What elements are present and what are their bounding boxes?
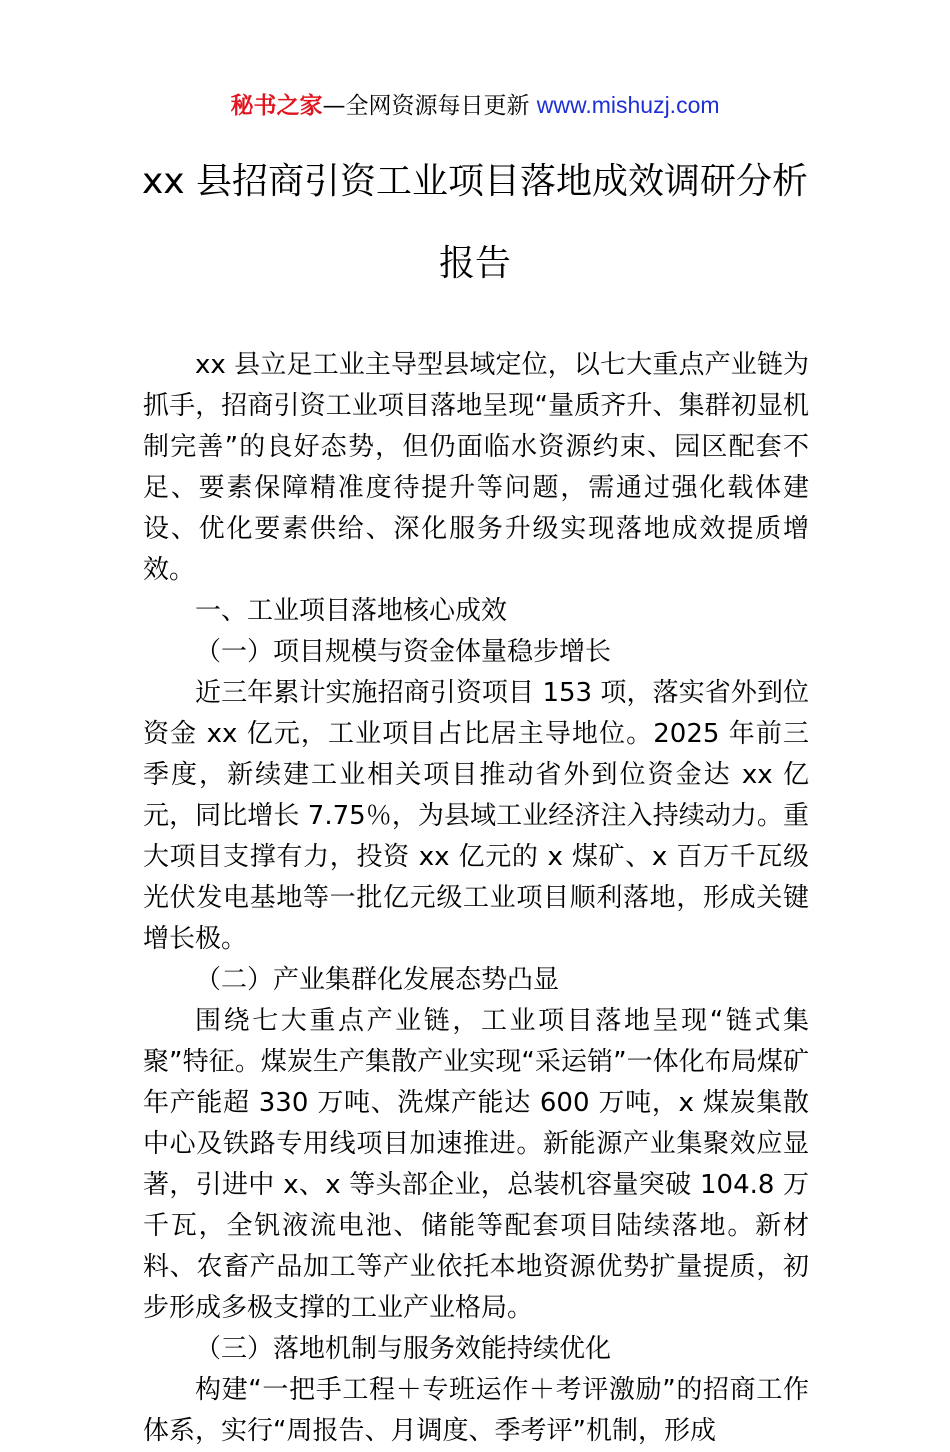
subsection-heading-2: （二）产业集群化发展态势凸显 [195, 965, 560, 995]
header-tagline: —全网资源每日更新 [322, 93, 530, 119]
brand-name: 秘书之家 [230, 93, 323, 119]
subsection-paragraph-1: 近三年累计实施招商引资项目 153 项，落实省外到位资金 xx 亿元，工业项目占比居主导地位。2025 年前三季度，新续建工业相关项目推动省外到位资金达 xx 亿元，同比增长 7.75％，为县域工业经济注入持续动力。重大项目支撑有力，投资 xx 亿元的 x 煤矿、x 百万千瓦级光伏发电基地等一批亿元级工业项目顺利落地，形成关键增长极。 [143, 678, 809, 954]
title-line-2: 报告 [438, 243, 511, 284]
site-url[interactable]: www.mishuzj.com [536, 92, 720, 118]
title-line-1: xx 县招商引资工业项目落地成效调研分析 [141, 161, 809, 202]
subsection-paragraph-3: 构建“一把手工程＋专班运作＋考评激励”的招商工作体系，实行“周报告、月调度、季考评”机制，形成 [143, 1375, 809, 1446]
subsection-heading-1: （一）项目规模与资金体量稳步增长 [195, 637, 612, 667]
section-heading: 一、工业项目落地核心成效 [195, 596, 508, 626]
subsection-heading-3: （三）落地机制与服务效能持续优化 [195, 1334, 612, 1364]
document-body [143, 345, 809, 1452]
subsection-paragraph-2: 围绕七大重点产业链，工业项目落地呈现“链式集聚”特征。煤炭生产集散产业实现“采运销”一体化布局煤矿年产能超 330 万吨、洗煤产能达 600 万吨，x 煤炭集散中心及铁路专用线项目加速推进。新能源产业集聚效应显著，引进中 x、x 等头部企业，总装机容量突破 104.8 万千瓦，全钒液流电池、储能等配套项目陆续落地。新材料、农畜产品加工等产业依托本地资源优势扩量提质，初步形成多极支撑的工业产业格局。 [143, 1006, 809, 1323]
document-title [0, 156, 950, 290]
site-header [0, 88, 950, 123]
intro-paragraph: xx 县立足工业主导型县域定位，以七大重点产业链为抓手，招商引资工业项目落地呈现“量质齐升、集群初显机制完善”的良好态势，但仍面临水资源约束、园区配套不足、要素保障精准度待提升等问题，需通过强化载体建设、优化要素供给、深化服务升级实现落地成效提质增效。 [143, 350, 809, 585]
